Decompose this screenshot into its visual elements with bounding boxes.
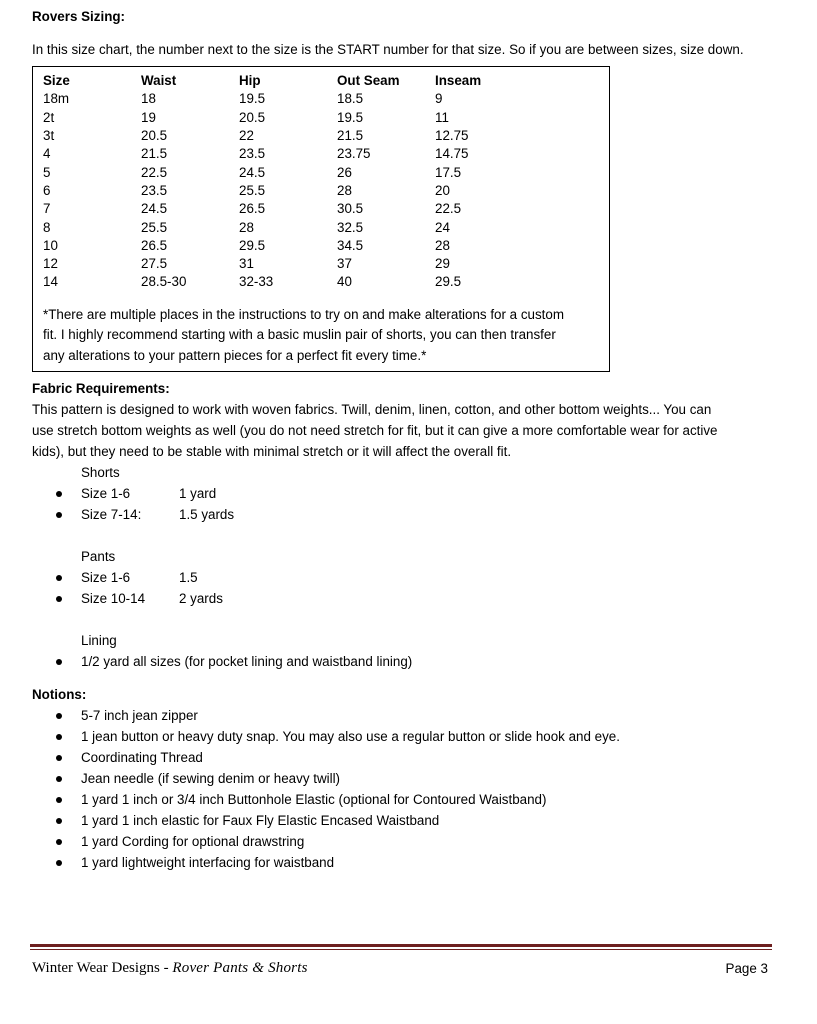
list-item [32,483,792,504]
table-cell: 7 [43,201,51,217]
lining-label: Lining [81,633,117,649]
table-cell: 18 [141,91,156,107]
table-row [43,200,481,218]
fabric-paragraph [32,399,792,462]
column-header: Waist [141,73,177,89]
table-cell: 26 [337,164,352,180]
bullet-icon [56,755,62,761]
table-cell: 3t [43,128,55,144]
table-cell: 21.5 [141,146,168,162]
notion-text: 1 yard 1 inch or 3/4 inch Buttonhole Elastic (optional for Contoured Waistband) [81,792,547,808]
table-cell: 22 [239,128,254,144]
table-cell: 24.5 [239,164,266,180]
yardage-value: 1.5 yards [179,507,235,523]
fit-note-line: *There are multiple places in the instructions to try on and make alterations for a custom [43,306,564,322]
table-cell: 40 [337,274,352,290]
shorts-list [32,483,792,525]
table-cell: 31 [239,256,254,272]
notions-heading: Notions: [32,687,87,703]
notions-section [32,684,792,873]
table-cell: 8 [43,219,51,235]
column-header: Size [43,73,70,89]
bullet-icon [56,512,62,518]
table-cell: 29 [435,256,450,272]
fit-note-line: fit. I highly recommend starting with a basic muslin pair of shorts, you can then transfer [43,327,556,343]
footer-rule [30,944,772,947]
table-cell: 9 [435,91,443,107]
footer-brand [32,958,308,979]
list-item [32,651,792,672]
table-cell: 14.75 [435,146,469,162]
column-header: Hip [239,73,261,89]
table-cell: 11 [435,109,449,125]
fabric-paragraph-line: This pattern is designed to work with woven fabrics. Twill, denim, linen, cotton, and other bottom weights... You can [32,402,712,418]
notion-text: Jean needle (if sewing denim or heavy twill) [81,771,341,787]
size-label: Size 7-14: [81,507,142,523]
notion-text: 5-7 inch jean zipper [81,708,198,724]
size-label: Size 1-6 [81,570,131,586]
table-row [43,127,481,145]
fit-note [43,305,599,367]
table-cell: 29.5 [239,237,266,253]
yardage-value: 1.5 [179,570,198,586]
table-row [43,273,481,291]
bullet-icon [56,797,62,803]
table-cell: 19.5 [239,91,266,107]
table-cell: 19 [141,109,156,125]
column-header: Inseam [435,73,482,89]
table-cell: 20 [435,182,450,198]
shorts-label: Shorts [81,465,120,481]
page-number: Page 3 [725,961,768,976]
list-item [32,852,792,873]
table-cell: 12 [43,256,58,272]
list-item [32,705,792,726]
table-cell: 20.5 [239,109,266,125]
table-row [43,182,481,200]
bullet-icon [56,491,62,497]
table-cell: 20.5 [141,128,168,144]
list-item [32,504,792,525]
list-item [32,768,792,789]
table-cell: 24.5 [141,201,168,217]
list-item [32,567,792,588]
list-item [32,789,792,810]
bullet-icon [56,776,62,782]
notion-text: 1 yard lightweight interfacing for waistband [81,855,335,871]
yardage-value: 2 yards [179,591,223,607]
table-row [43,255,481,273]
size-label: Size 1-6 [81,486,131,502]
table-cell: 25.5 [239,182,266,198]
list-item [32,810,792,831]
table-cell: 28.5-30 [141,274,187,290]
bullet-icon [56,596,62,602]
list-item [32,588,792,609]
page-title: Rovers Sizing: [32,9,126,24]
table-cell: 4 [43,146,51,162]
table-cell: 26.5 [239,201,266,217]
table-cell: 25.5 [141,219,168,235]
lining-text: 1/2 yard all sizes (for pocket lining and waistband lining) [81,654,413,670]
table-row [43,109,481,127]
table-row [43,218,481,236]
size-chart-table [43,72,481,292]
list-item [32,726,792,747]
size-chart-header-row [43,72,481,90]
size-label: Size 10-14 [81,591,146,607]
table-cell: 28 [435,237,450,253]
list-item [32,831,792,852]
yardage-value: 1 yard [179,486,217,502]
notion-text: 1 yard 1 inch elastic for Faux Fly Elastic Encased Waistband [81,813,440,829]
notion-text: Coordinating Thread [81,750,203,766]
table-cell: 27.5 [141,256,168,272]
table-cell: 23.75 [337,146,371,162]
table-cell: 23.5 [141,182,168,198]
table-row [43,90,481,108]
notions-list [32,705,792,873]
bullet-icon [56,839,62,845]
document-page [32,6,792,873]
footer-brand-name: Winter Wear Designs - [32,960,173,976]
column-header: Out Seam [337,73,400,89]
bullet-icon [56,860,62,866]
table-cell: 32-33 [239,274,274,290]
fabric-heading: Fabric Requirements: [32,381,170,397]
bullet-icon [56,734,62,740]
table-cell: 18.5 [337,91,364,107]
table-cell: 21.5 [337,128,364,144]
fabric-section [32,378,792,672]
table-row [43,237,481,255]
table-cell: 26.5 [141,237,168,253]
table-cell: 17.5 [435,164,462,180]
table-cell: 28 [337,182,352,198]
table-cell: 22.5 [141,164,168,180]
table-cell: 6 [43,182,51,198]
bullet-icon [56,575,62,581]
table-cell: 34.5 [337,237,364,253]
pants-label: Pants [81,549,116,565]
table-cell: 5 [43,164,51,180]
table-cell: 24 [435,219,450,235]
table-cell: 14 [43,274,58,290]
fabric-paragraph-line: kids), but they need to be stable with minimal stretch or it will affect the overall fit. [32,444,512,460]
table-cell: 29.5 [435,274,462,290]
bullet-icon [56,659,62,665]
table-cell: 37 [337,256,352,272]
table-cell: 32.5 [337,219,364,235]
table-row [43,163,481,181]
footer-pattern-name: Rover Pants & Shorts [172,960,308,976]
lining-list [32,651,792,672]
fabric-paragraph-line: use stretch bottom weights as well (you do not need stretch for fit, but it can give a more comfortable wear for active [32,423,718,439]
list-item [32,747,792,768]
table-row [43,145,481,163]
table-cell: 30.5 [337,201,364,217]
fit-note-line: any alterations to your pattern pieces for a perfect fit every time.* [43,347,427,363]
intro-text: In this size chart, the number next to the size is the START number for that size. So if you are between sizes, size down. [32,42,744,57]
bullet-icon [56,818,62,824]
notion-text: 1 yard Cording for optional drawstring [81,834,305,850]
notion-text: 1 jean button or heavy duty snap. You may also use a regular button or slide hook and eye. [81,729,620,745]
table-cell: 12.75 [435,128,469,144]
pants-list [32,567,792,609]
table-cell: 2t [43,109,55,125]
footer-rule-thin [30,949,772,950]
table-cell: 28 [239,219,254,235]
table-cell: 23.5 [239,146,266,162]
table-cell: 19.5 [337,109,364,125]
bullet-icon [56,713,62,719]
table-cell: 10 [43,237,58,253]
table-cell: 18m [43,91,70,107]
size-chart-box [32,66,610,372]
table-cell: 22.5 [435,201,462,217]
